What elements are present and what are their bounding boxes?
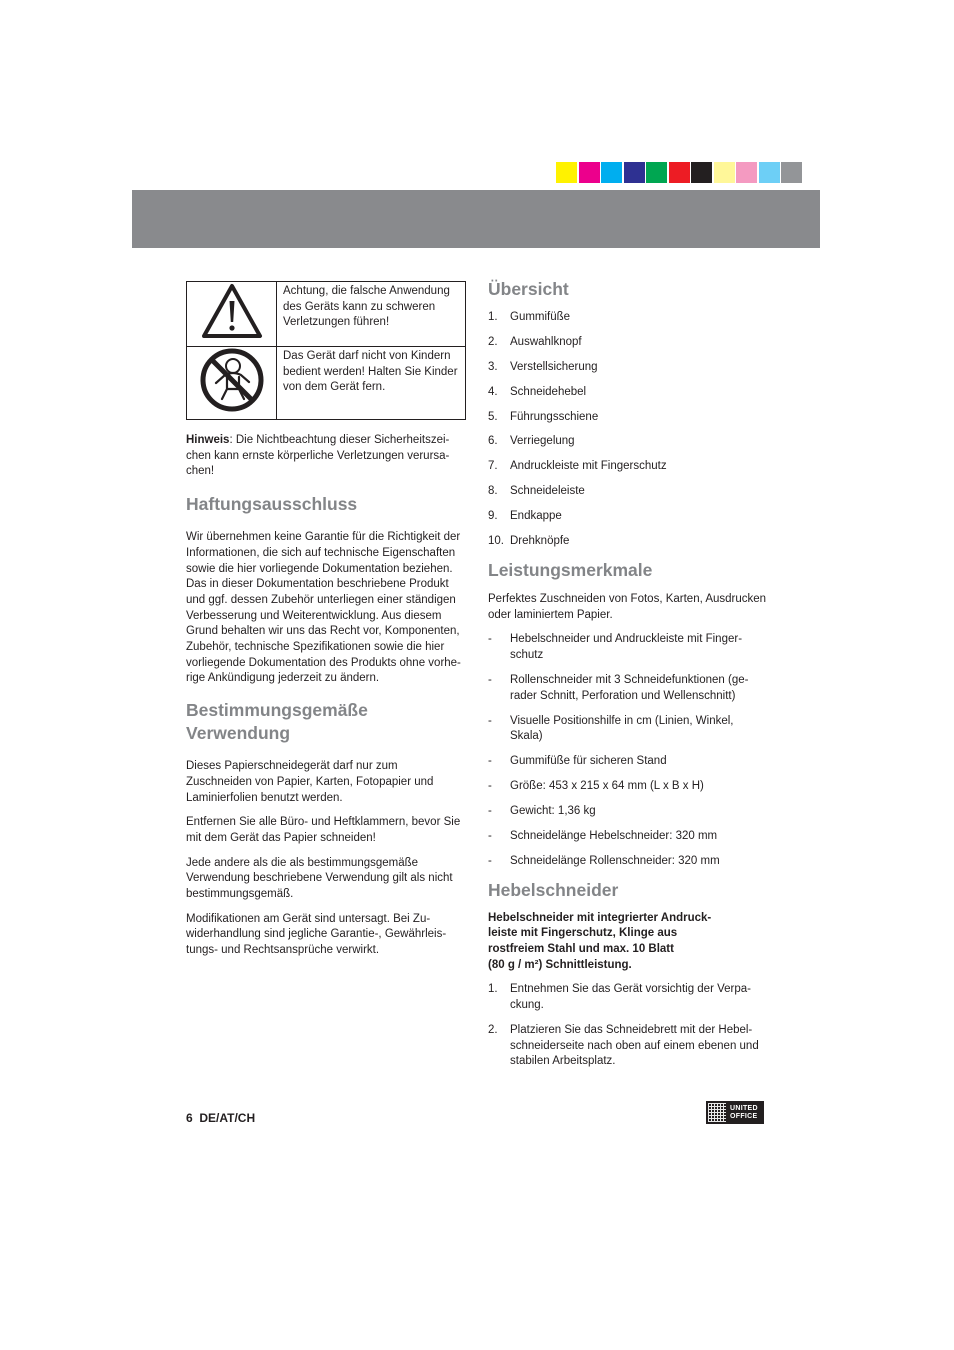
list-text: Verstellsicherung — [510, 360, 598, 373]
color-swatch — [736, 162, 757, 183]
list-text: Schneidelänge Rollenschneider: 320 mm — [510, 854, 720, 867]
color-swatch — [781, 162, 802, 183]
haftung-text: Wir übernehmen keine Garantie für die Richtigkeit der Informationen, die sich auf technische Eigenschaften sowie die hier vorliegende Dokumentation beziehen. Das in dieser Dokumentation beschriebene Produkt und ggf. dessen Zubehör unterliegen einer ständigen Verbesserung und Weiterentwicklung. Aus diesem Grund behalten wir uns das Recht vor, Komponenten, Zubehör, technische Spezifikationen sowie die hier vorliegende Dokumentation des Produkts ohne vorhe-rige Ankündigung jederzeit zu ändern. — [186, 531, 461, 685]
note-label: Hinweis — [186, 434, 230, 446]
list-number: 8. — [488, 485, 498, 498]
warning-triangle-icon — [201, 283, 263, 339]
table-row — [187, 347, 466, 420]
list-dash: - — [488, 673, 492, 686]
list-text: Schneideleiste — [510, 485, 585, 498]
list-item — [488, 714, 768, 745]
color-swatch — [714, 162, 735, 183]
list-number: 5. — [488, 410, 498, 423]
heading-uebersicht: Übersicht — [488, 279, 569, 299]
list-item — [488, 310, 768, 326]
list-text: Drehknöpfe — [510, 535, 570, 548]
intro-line: rostfreiem Stahl und max. 10 Blatt — [488, 942, 674, 955]
list-number: 2. — [488, 1023, 498, 1036]
list-number: 1. — [488, 983, 498, 996]
bestimmung-paragraph: Entfernen Sie alle Büro- und Heftklammern, bevor Sie mit dem Gerät das Papier schneiden! — [186, 816, 461, 844]
list-item — [488, 459, 768, 475]
list-text: Größe: 453 x 215 x 64 mm (L x B x H) — [510, 779, 704, 792]
steps-list — [488, 982, 768, 1070]
list-item — [488, 534, 768, 550]
intro-line: (80 g / m²) Schnittleistung. — [488, 958, 632, 971]
intro-line: leiste mit Fingerschutz, Klinge aus — [488, 927, 678, 940]
warning-text: Achtung, die falsche Anwendung des Geräts kann zu schweren Verletzungen führen! — [277, 282, 466, 347]
heading-line: Bestimmungsgemäße — [186, 700, 368, 721]
note-paragraph — [186, 433, 466, 480]
bestimmung-paragraph: Dieses Papierschneidegerät darf nur zum Zuschneiden von Papier, Karten, Fotopapier und Laminierfolien benutzt werden. — [186, 760, 434, 804]
list-text: Verriegelung — [510, 435, 575, 448]
list-text: Endkappe — [510, 510, 562, 523]
list-text: Hebelschneider und Andruckleiste mit Finger-schutz — [510, 633, 743, 662]
table-row — [187, 282, 466, 347]
bestimmung-paragraph: Modifikationen am Gerät sind untersagt. Bei Zu-widerhandlung sind jegliche Garantie-, Gewährleis-tungs- und Rechtsansprüche verwirkt. — [186, 912, 447, 957]
heading-bestimmung — [186, 699, 466, 745]
bestimmung-paragraph: Jede andere als die als bestimmungsgemäße Verwendung beschriebene Verwendung gilt als nicht bestimmungsgemäß. — [186, 856, 453, 901]
note-text: : Die Nichtbeachtung dieser Sicherheitszei-chen kann ernste körperliche Verletzungen verursa-chen! — [186, 434, 450, 478]
list-dash: - — [488, 829, 492, 842]
list-item — [488, 434, 768, 450]
color-swatch — [579, 162, 600, 183]
list-item — [488, 854, 768, 870]
list-text: Schneidehebel — [510, 385, 587, 398]
list-text: Visuelle Positionshilfe in cm (Linien, Winkel, Skala) — [510, 714, 734, 743]
right-column — [488, 278, 768, 1079]
heading-line: Verwendung — [186, 723, 291, 744]
list-text: Gummifüße — [510, 311, 571, 323]
list-item — [488, 804, 768, 820]
color-swatch — [691, 162, 712, 183]
list-dash: - — [488, 633, 492, 646]
list-number: 2. — [488, 335, 498, 348]
list-item — [488, 673, 768, 704]
list-text: Gewicht: 1,36 kg — [510, 804, 596, 817]
logo-line: UNITED — [730, 1104, 758, 1112]
list-text: Führungsschiene — [510, 410, 599, 423]
safety-symbols-table — [186, 281, 466, 420]
color-swatch — [646, 162, 667, 183]
list-dash: - — [488, 854, 492, 867]
list-text: Andruckleiste mit Fingerschutz — [510, 460, 667, 473]
list-number: 6. — [488, 435, 498, 448]
list-item — [488, 779, 768, 795]
list-dash: - — [488, 714, 492, 727]
leistung-intro: Perfektes Zuschneiden von Fotos, Karten, Ausdrucken oder laminiertem Papier. — [488, 592, 767, 621]
list-text: Rollenschneider mit 3 Schneidefunktionen (ge-rader Schnitt, Perforation und Wellenschnitt) — [510, 673, 749, 702]
list-item — [488, 509, 768, 525]
list-text: Platzieren Sie das Schneidebrett mit der Hebel-schneiderseite nach oben auf einem ebenen und stabilen Arbeitsplatz. — [510, 1023, 759, 1068]
heading-haftung: Haftungsausschluss — [186, 494, 358, 515]
color-swatch — [759, 162, 780, 183]
list-item — [488, 982, 768, 1013]
hebel-intro — [488, 911, 768, 974]
feature-list — [488, 632, 768, 869]
united-office-logo — [706, 1101, 764, 1124]
list-dash: - — [488, 804, 492, 817]
list-number: 3. — [488, 360, 498, 373]
heading-hebel: Hebelschneider — [488, 879, 619, 900]
list-number: 1. — [488, 311, 498, 323]
list-number: 10. — [488, 535, 504, 548]
no-children-icon — [199, 347, 265, 413]
list-dash: - — [488, 779, 492, 792]
list-number: 9. — [488, 510, 498, 523]
list-text: Auswahlknopf — [510, 335, 582, 348]
list-item — [488, 829, 768, 845]
list-item — [488, 410, 768, 426]
heading-leistung: Leistungsmerkmale — [488, 559, 653, 580]
list-item — [488, 632, 768, 663]
children-warning-text: Das Gerät darf nicht von Kindern bedient werden! Halten Sie Kinder von dem Gerät fern. — [277, 347, 466, 420]
list-item — [488, 754, 768, 770]
list-text: Entnehmen Sie das Gerät vorsichtig der Verpa-ckung. — [510, 983, 751, 1012]
warning-cell — [187, 282, 277, 347]
logo-grid-icon — [708, 1103, 726, 1122]
list-dash: - — [488, 755, 492, 768]
list-number: 7. — [488, 460, 498, 473]
list-item — [488, 335, 768, 351]
color-swatch — [601, 162, 622, 183]
intro-line: Hebelschneider mit integrierter Andruck- — [488, 911, 712, 924]
left-column — [186, 281, 466, 959]
list-item — [488, 360, 768, 376]
list-item — [488, 385, 768, 401]
list-item — [488, 484, 768, 500]
list-item — [488, 1023, 768, 1070]
color-swatch — [669, 162, 690, 183]
page-number: 6 DE/AT/CH — [186, 1111, 256, 1125]
color-swatch — [624, 162, 645, 183]
list-text: Gummifüße für sicheren Stand — [510, 755, 667, 768]
children-cell — [187, 347, 277, 420]
logo-line: OFFICE — [730, 1112, 758, 1120]
overview-list — [488, 310, 768, 550]
list-number: 4. — [488, 385, 498, 398]
color-calibration-strip — [556, 162, 804, 183]
color-swatch — [556, 162, 577, 183]
header-banner — [132, 190, 820, 248]
logo-text — [730, 1105, 758, 1121]
list-text: Schneidelänge Hebelschneider: 320 mm — [510, 829, 718, 842]
